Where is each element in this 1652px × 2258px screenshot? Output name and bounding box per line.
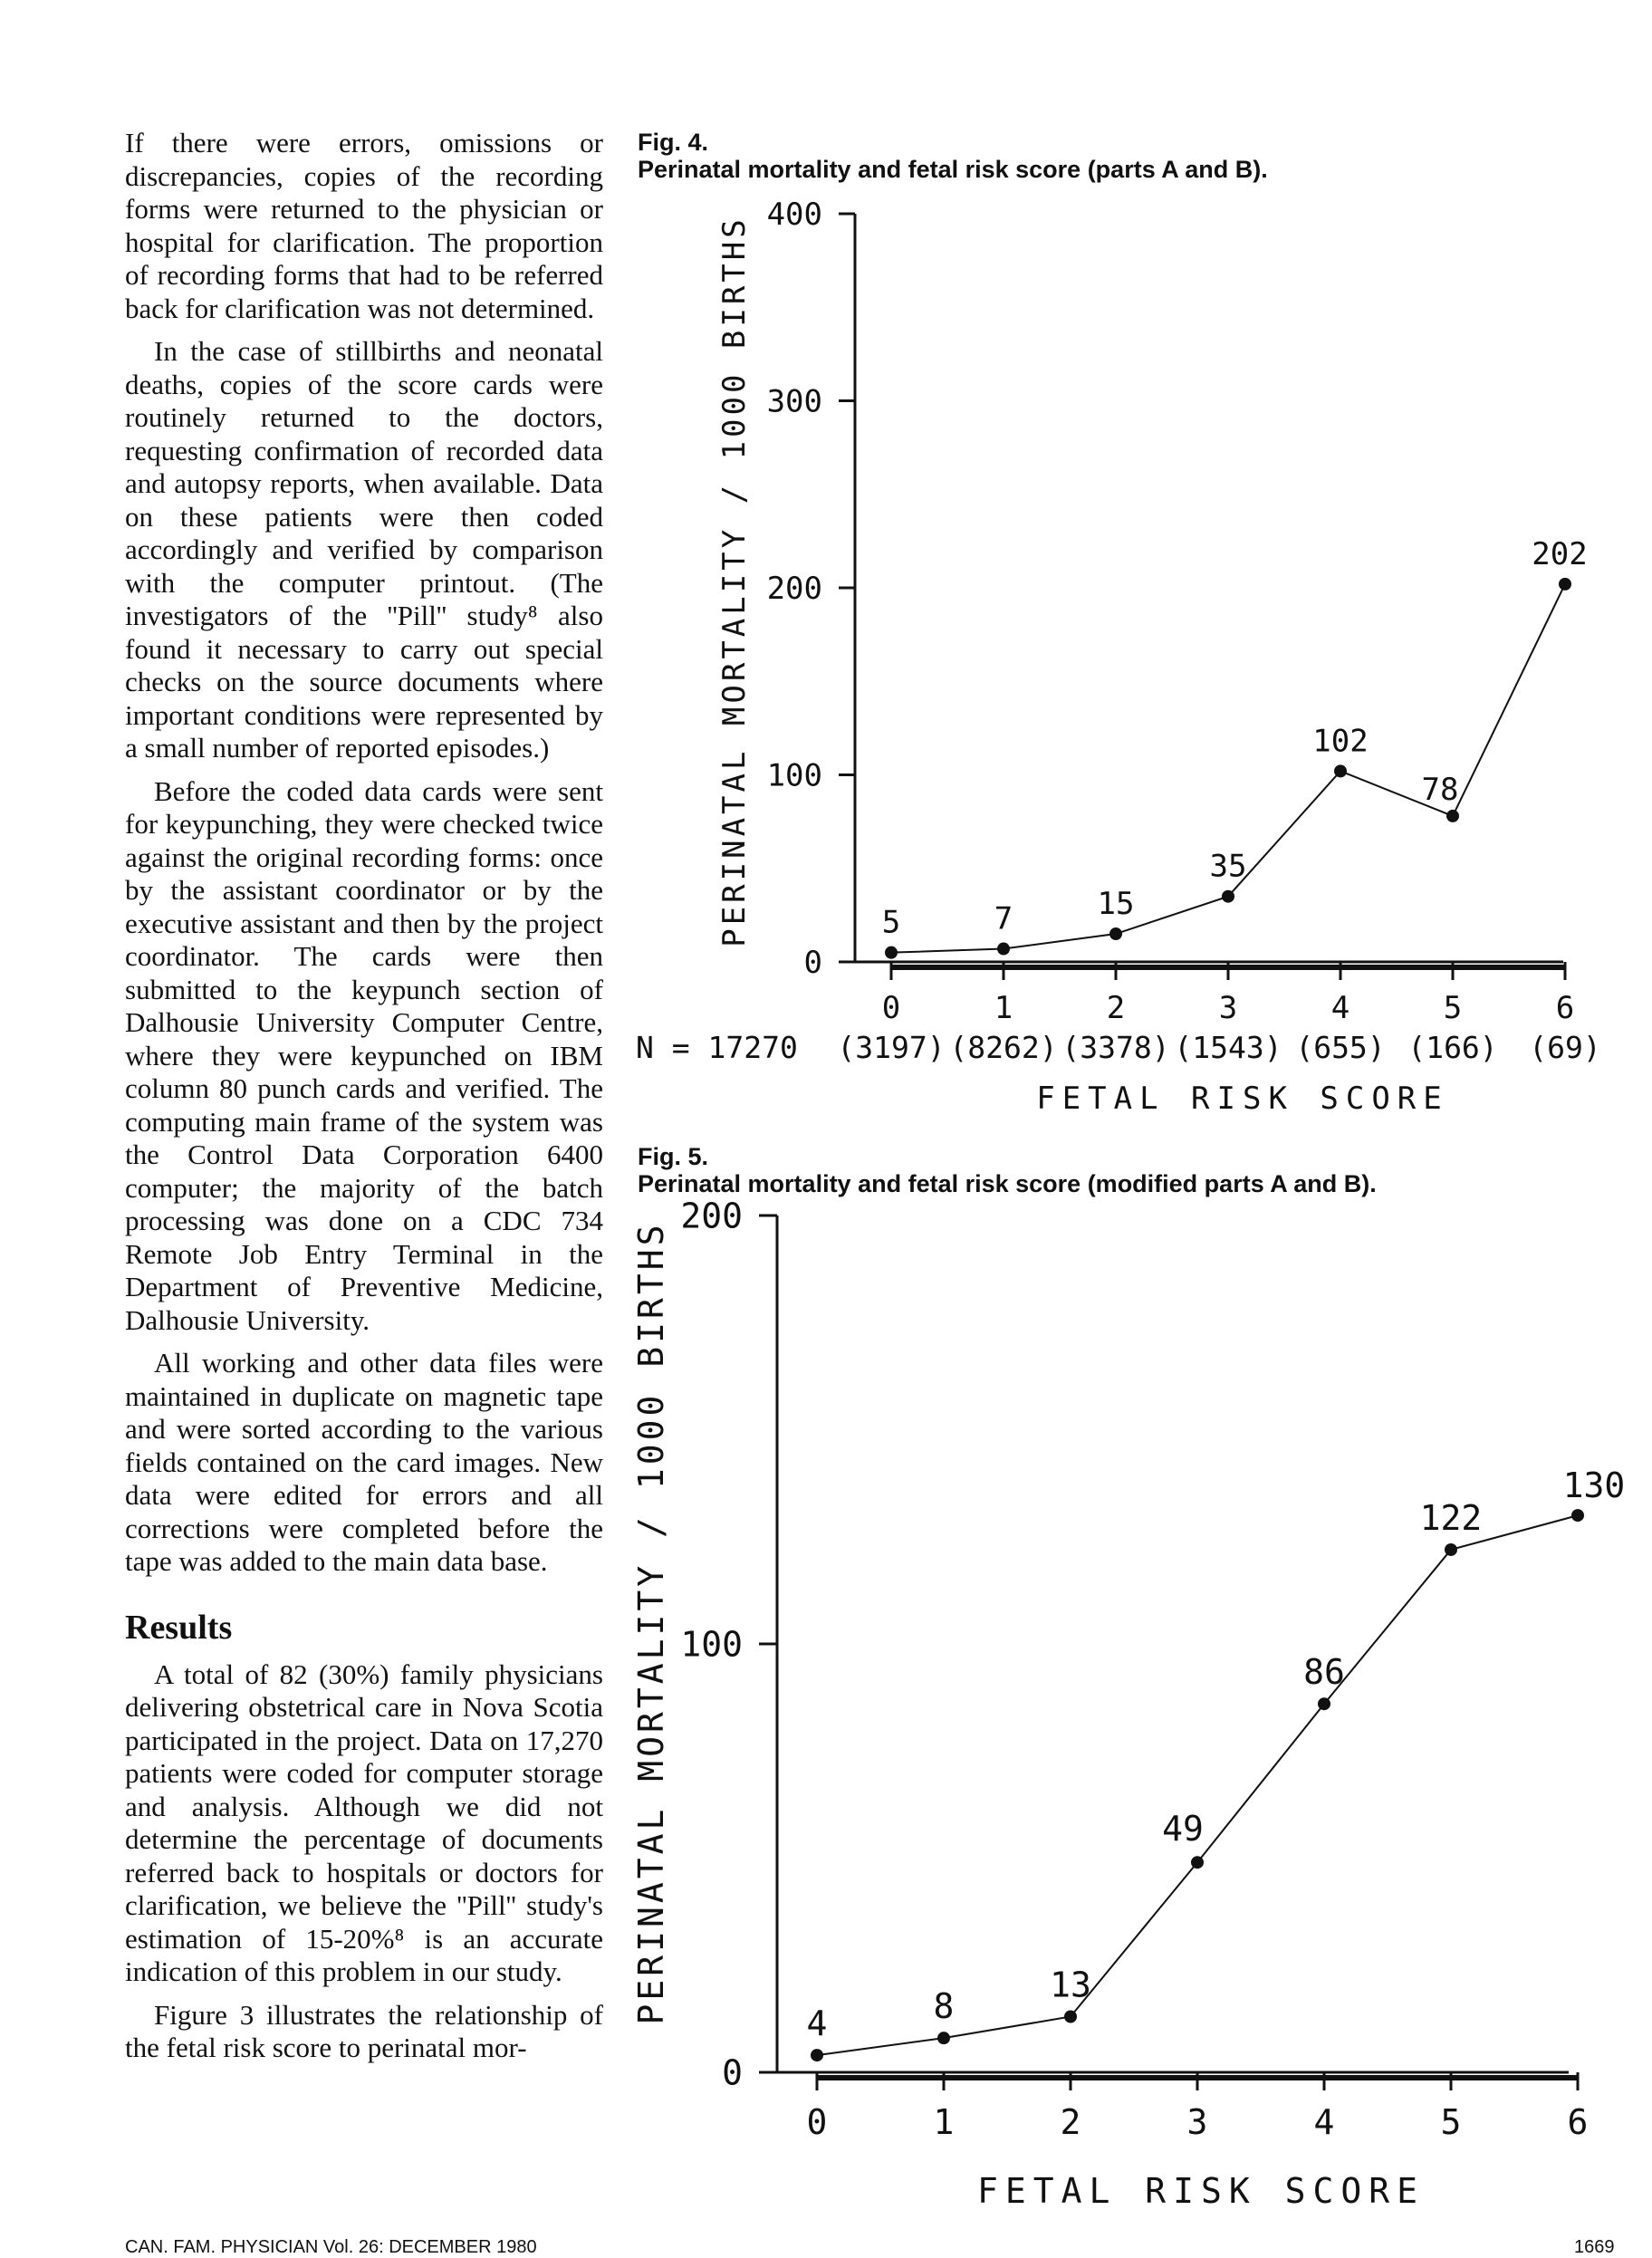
fig5-data-point <box>1571 1509 1584 1522</box>
fig4-y-tick-label: 100 <box>766 757 822 794</box>
fig5-data-point <box>1064 2011 1077 2023</box>
fig5-x-tick-label: 1 <box>933 2102 955 2142</box>
fig4-n-count: (69) <box>1529 1030 1601 1065</box>
fig4-y-axis-title: PERINATAL MORTALITY / 1000 BIRTHS <box>716 216 753 947</box>
fig4-caption: Perinatal mortality and fetal risk score (parts A and B). <box>638 156 1268 183</box>
paragraph-2: In the case of stillbirths and neonatal deaths, copies of the score cards were routinely returned to the doctors, requesting confirmation of recorded data and autopsy reports, when available. Data on these patients were then coded accordingly and verified by comparison with the computer printout. (The investigators of the ''Pill'' study⁸ also found it necessary to carry out special checks on the source documents where important conditions were represented by a small number of reported episodes.) <box>125 335 603 764</box>
fig5-y-tick-label: 0 <box>722 2052 743 2093</box>
fig5-data-label: 130 <box>1562 1465 1626 1506</box>
results-heading: Results <box>125 1608 233 1647</box>
paragraph-1: If there were errors, omissions or discrepancies, copies of the recording forms were returned to the physician or hospital for clarification. The proportion of recording forms that had to be referred back for clarification was not determined. <box>125 127 603 324</box>
fig4-n-count: (3197) <box>837 1030 946 1065</box>
fig4-label: Fig. 4. <box>638 129 709 156</box>
fig4-data-label: 102 <box>1312 723 1369 760</box>
fig5-data-point <box>937 2032 950 2044</box>
fig4-y-tick-label: 300 <box>766 383 822 420</box>
fig5-data-label: 8 <box>933 1986 955 2027</box>
fig4-n-count: (166) <box>1407 1030 1498 1065</box>
fig5-series-line <box>817 1515 1578 2055</box>
fig5-x-axis-title: FETAL RISK SCORE <box>976 2171 1426 2211</box>
fig4-data-point <box>1109 927 1122 940</box>
fig5-data-point <box>1191 1856 1204 1869</box>
fig5-data-point <box>1318 1697 1330 1710</box>
fig4-data-point <box>1559 578 1571 591</box>
fig4-n-count: (655) <box>1295 1030 1386 1065</box>
fig4-data-label: 15 <box>1097 886 1135 923</box>
fig4-data-label: 7 <box>994 900 1013 937</box>
paragraph-6: Figure 3 illustrates the relationship of the fetal risk score to perinatal mor- <box>125 1998 603 2063</box>
fig5-data-point <box>811 2049 823 2061</box>
fig5-data-label: 122 <box>1419 1497 1483 1538</box>
fig4-n-count: (1543) <box>1174 1030 1282 1065</box>
fig5-y-tick-label: 200 <box>680 1196 743 1236</box>
fig5-x-tick-label: 5 <box>1440 2102 1462 2142</box>
fig5-x-tick-label: 4 <box>1313 2102 1335 2142</box>
fig4-x-tick-label: 0 <box>881 990 901 1026</box>
footer-journal: CAN. FAM. PHYSICIAN Vol. 26: DECEMBER 1980 <box>125 2237 537 2257</box>
fig5-data-label: 13 <box>1050 1965 1091 2005</box>
fig4-data-label: 78 <box>1421 771 1459 808</box>
paragraph-5: A total of 82 (30%) family physicians delivering obstetrical care in Nova Scotia participated in the project. Data on 17,270 patients were coded for computer storage and analysis. Although we did not determine the percentage of documents referred back to hospitals or doctors for clarification, we believe the ''Pill'' study's estimation of 15-20%⁸ is an accurate indication of this problem in our study. <box>125 1657 603 1987</box>
fig4-n-count: (8262) <box>949 1030 1058 1065</box>
fig5-x-tick-label: 2 <box>1060 2102 1081 2142</box>
fig5-x-tick-label: 6 <box>1567 2102 1589 2142</box>
fig4-x-tick-label: 5 <box>1443 990 1463 1026</box>
fig4-x-tick-label: 4 <box>1330 990 1350 1026</box>
fig4-data-label: 202 <box>1532 535 1588 572</box>
fig5-y-tick-label: 100 <box>680 1624 743 1665</box>
fig4-n-count: (3378) <box>1061 1030 1170 1065</box>
fig4-y-tick-label: 400 <box>766 196 822 233</box>
fig5-y-axis-title: PERINATAL MORTALITY / 1000 BIRTHS <box>631 1221 671 2025</box>
fig4-data-point <box>885 946 898 959</box>
fig5-data-point <box>1445 1543 1457 1556</box>
paragraph-4: All working and other data files were maintained in duplicate on magnetic tape and were sorted according to the various fields contained on the card images. New data were edited for errors and all corrections were completed before the tape was added to the main data base. <box>125 1347 603 1577</box>
fig4-x-axis-title: FETAL RISK SCORE <box>1036 1081 1449 1117</box>
fig5-x-tick-label: 3 <box>1186 2102 1208 2142</box>
fig4-y-tick-label: 0 <box>803 944 822 981</box>
fig5-label: Fig. 5. <box>638 1143 709 1170</box>
fig4-data-label: 5 <box>881 904 901 941</box>
fig4-data-point <box>1334 764 1347 777</box>
paragraph-3: Before the coded data cards were sent for keypunching, they were checked twice against the original recording forms: once by the assistant coordinator or by the executive assistant and then by the project coordinator. The cards were then submitted to the keypunch section of Dalhousie University Computer Centre, where they were keypunched on IBM column 80 punch cards and verified. The computing main frame of the system was the Control Data Corporation 6400 computer; the majority of the batch processing was done on a CDC 734 Remote Job Entry Terminal in the Department of Preventive Medicine, Dalhousie University. <box>125 774 603 1336</box>
footer-page-number: 1669 <box>1574 2237 1615 2257</box>
fig4-x-tick-label: 3 <box>1218 990 1238 1026</box>
fig4-data-point <box>1446 810 1459 822</box>
fig4-data-point <box>997 943 1010 956</box>
fig4-x-tick-label: 1 <box>994 990 1013 1026</box>
fig5-data-label: 4 <box>806 2003 828 2044</box>
fig4-x-tick-label: 2 <box>1106 990 1126 1026</box>
fig5-data-label: 49 <box>1162 1809 1204 1850</box>
fig4-x-tick-label: 6 <box>1555 990 1575 1026</box>
fig4-n-total: N = 17270 <box>636 1030 798 1065</box>
fig4-data-point <box>1222 890 1234 903</box>
fig4-y-tick-label: 200 <box>766 570 822 607</box>
fig4-data-label: 35 <box>1209 848 1247 885</box>
fig5-data-label: 86 <box>1303 1652 1345 1693</box>
fig5-x-tick-label: 0 <box>806 2102 828 2142</box>
fig5-caption: Perinatal mortality and fetal risk score (modified parts A and B). <box>638 1170 1377 1197</box>
